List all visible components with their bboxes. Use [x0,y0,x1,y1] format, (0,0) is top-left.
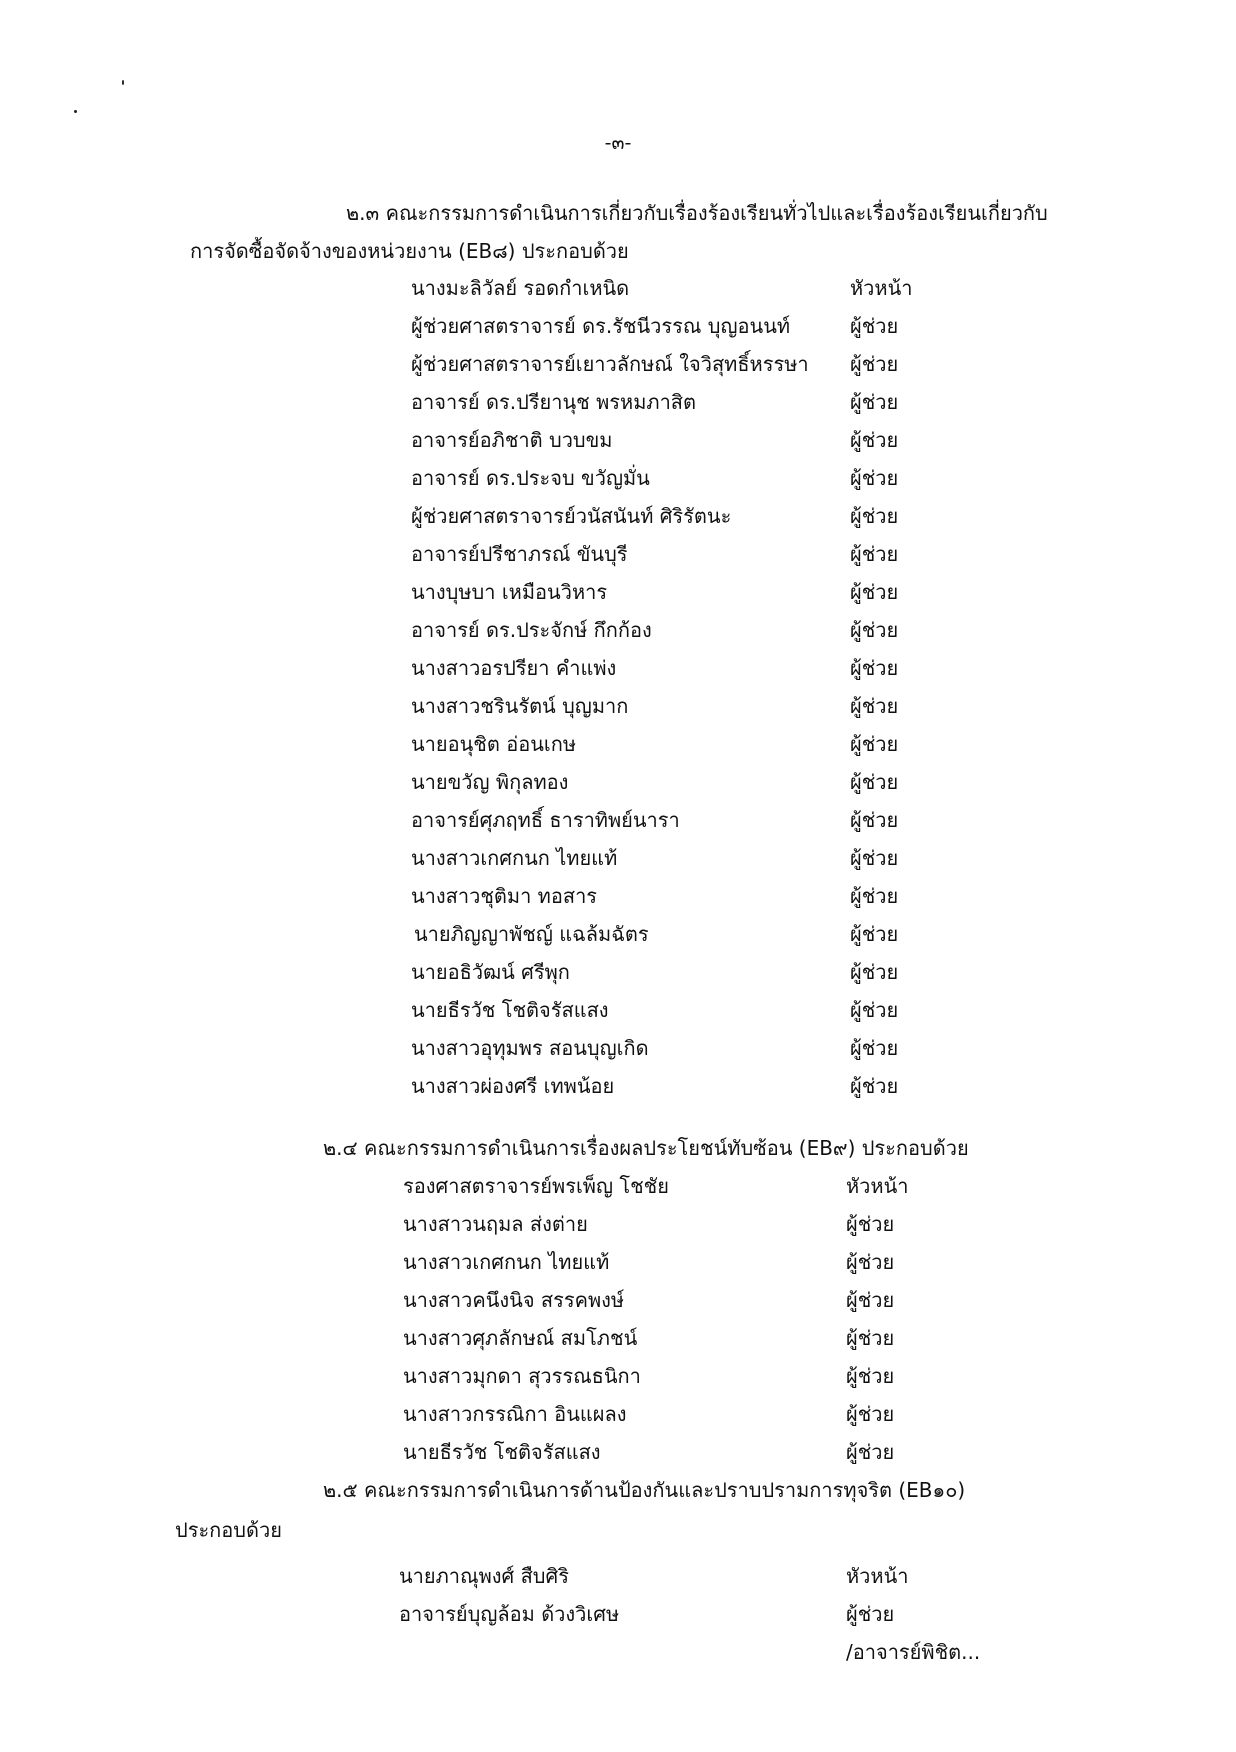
member-name: นางบุษบา เหมือนวิหาร [411,580,608,604]
member-row [0,804,1236,842]
member-role: หัวหน้า [850,276,913,300]
member-row [0,918,1236,956]
member-name: นายอธิวัฒน์ ศรีพุก [411,960,570,984]
member-row [0,424,1236,462]
member-name: นายธีรวัช โชติจรัสแสง [411,998,609,1022]
member-row [0,880,1236,918]
member-row [0,690,1236,728]
member-row [0,1170,1236,1208]
scan-speck [122,80,124,85]
section-heading-2-3-continuation: การจัดซื้อจัดจ้างของหน่วยงาน (EB๘) ประกอบด้วย [190,239,629,263]
section-heading-2-5: ๒.๕ คณะกรรมการดำเนินการด้านป้องกันและปราบปรามการทุจริต (EB๑๐) [323,1478,966,1502]
member-name: นางสาวมุกดา สุวรรณธนิกา [403,1364,641,1388]
member-role: ผู้ช่วย [846,1212,895,1236]
member-role: ผู้ช่วย [846,1440,895,1464]
member-name: อาจารย์ปรีชาภรณ์ ขันบุรี [411,542,628,566]
member-name: อาจารย์ ดร.ประจักษ์ กึกก้อง [411,618,652,642]
member-row [0,652,1236,690]
member-role: หัวหน้า [846,1174,909,1198]
member-role: หัวหน้า [846,1564,909,1588]
member-name: รองศาสตราจารย์พรเพ็ญ โชชัย [403,1174,669,1198]
member-row [0,842,1236,880]
member-row [0,1032,1236,1070]
member-row [0,538,1236,576]
member-role: ผู้ช่วย [846,1250,895,1274]
member-row [0,1598,1236,1636]
member-role: ผู้ช่วย [846,1326,895,1350]
member-role: ผู้ช่วย [850,1036,899,1060]
member-row [0,728,1236,766]
member-row [0,1070,1236,1108]
member-name: อาจารย์อภิชาติ บวบขม [411,428,613,452]
member-row [0,1436,1236,1474]
member-row [0,614,1236,652]
member-role: ผู้ช่วย [850,808,899,832]
section-heading-2-5-continuation: ประกอบด้วย [175,1518,282,1542]
member-role: ผู้ช่วย [850,352,899,376]
member-role: ผู้ช่วย [850,542,899,566]
member-name: ผู้ช่วยศาสตราจารย์ ดร.รัชนีวรรณ บุญอนนท์ [411,314,791,338]
member-row [0,272,1236,310]
member-row [0,386,1236,424]
member-name: อาจารย์บุญล้อม ด้วงวิเศษ [399,1602,620,1626]
member-row [0,1398,1236,1436]
member-name: นางมะลิวัลย์ รอดกำเหนิด [411,276,630,300]
member-row [0,310,1236,348]
member-name: ผู้ช่วยศาสตราจารย์วนัสนันท์ ศิริรัตนะ [411,504,732,528]
member-row [0,1246,1236,1284]
member-role: ผู้ช่วย [850,314,899,338]
member-role: ผู้ช่วย [850,504,899,528]
continuation-catchword: /อาจารย์พิชิต... [846,1640,981,1664]
member-role: ผู้ช่วย [850,846,899,870]
member-name: อาจารย์ ดร.ประจบ ขวัญมั่น [411,466,650,490]
member-name: นางสาวนฤมล ส่งต่าย [403,1212,588,1236]
member-role: ผู้ช่วย [850,618,899,642]
section-heading-2-3: ๒.๓ คณะกรรมการดำเนินการเกี่ยวกับเรื่องร้องเรียนทั่วไปและเรื่องร้องเรียนเกี่ยวกับ [346,201,1048,225]
member-name: นายภิญญาพัชญ์ แฉล้มฉัตร [414,922,649,946]
member-role: ผู้ช่วย [850,466,899,490]
member-name: นางสาวเกศกนก ไทยแท้ [411,846,618,870]
member-name: นางสาวกรรณิกา อินแผลง [403,1402,627,1426]
member-row [0,1284,1236,1322]
member-row [0,1322,1236,1360]
member-name: นางสาวชุติมา ทอสาร [411,884,598,908]
member-name: นางสาวศุภลักษณ์ สมโภชน์ [403,1326,638,1350]
member-role: ผู้ช่วย [846,1288,895,1312]
member-row [0,576,1236,614]
member-name: นายธีรวัช โชติจรัสแสง [403,1440,601,1464]
member-role: ผู้ช่วย [850,390,899,414]
member-role: ผู้ช่วย [850,998,899,1022]
member-role: ผู้ช่วย [846,1402,895,1426]
member-role: ผู้ช่วย [850,884,899,908]
member-role: ผู้ช่วย [846,1364,895,1388]
member-role: ผู้ช่วย [850,656,899,680]
member-row [0,994,1236,1032]
member-row [0,1208,1236,1246]
member-row [0,462,1236,500]
member-name: ผู้ช่วยศาสตราจารย์เยาวลักษณ์ ใจวิสุทธิ์หรรษา [411,352,809,376]
member-name: นางสาวอุทุมพร สอนบุญเกิด [411,1036,649,1060]
member-row [0,766,1236,804]
member-role: ผู้ช่วย [850,580,899,604]
member-name: อาจารย์ ดร.ปรียานุช พรหมภาสิต [411,390,696,414]
section-heading-2-4: ๒.๔ คณะกรรมการดำเนินการเรื่องผลประโยชน์ทับซ้อน (EB๙) ประกอบด้วย [323,1136,969,1160]
member-row [0,1360,1236,1398]
member-name: นางสาวคนึงนิจ สรรคพงษ์ [403,1288,625,1312]
member-role: ผู้ช่วย [846,1602,895,1626]
member-name: อาจารย์ศุภฤทธิ์ ธาราทิพย์นารา [411,808,680,832]
member-row [0,956,1236,994]
member-name: นายอนุชิต อ่อนเกษ [411,732,577,756]
member-role: ผู้ช่วย [850,922,899,946]
member-name: นายภาณุพงศ์ สืบศิริ [399,1564,569,1588]
member-role: ผู้ช่วย [850,770,899,794]
member-row [0,348,1236,386]
member-role: ผู้ช่วย [850,960,899,984]
member-name: นายขวัญ พิกุลทอง [411,770,569,794]
member-role: ผู้ช่วย [850,732,899,756]
member-row [0,500,1236,538]
member-name: นางสาวอรปรียา คำแพ่ง [411,656,617,680]
member-role: ผู้ช่วย [850,1074,899,1098]
page-number: -๓- [604,132,632,154]
member-role: ผู้ช่วย [850,428,899,452]
member-role: ผู้ช่วย [850,694,899,718]
member-name: นางสาวเกศกนก ไทยแท้ [403,1250,610,1274]
member-name: นางสาวชรินรัตน์ บุญมาก [411,694,629,718]
member-name: นางสาวผ่องศรี เทพน้อย [411,1074,615,1098]
member-row [0,1560,1236,1598]
scan-speck [74,110,77,113]
